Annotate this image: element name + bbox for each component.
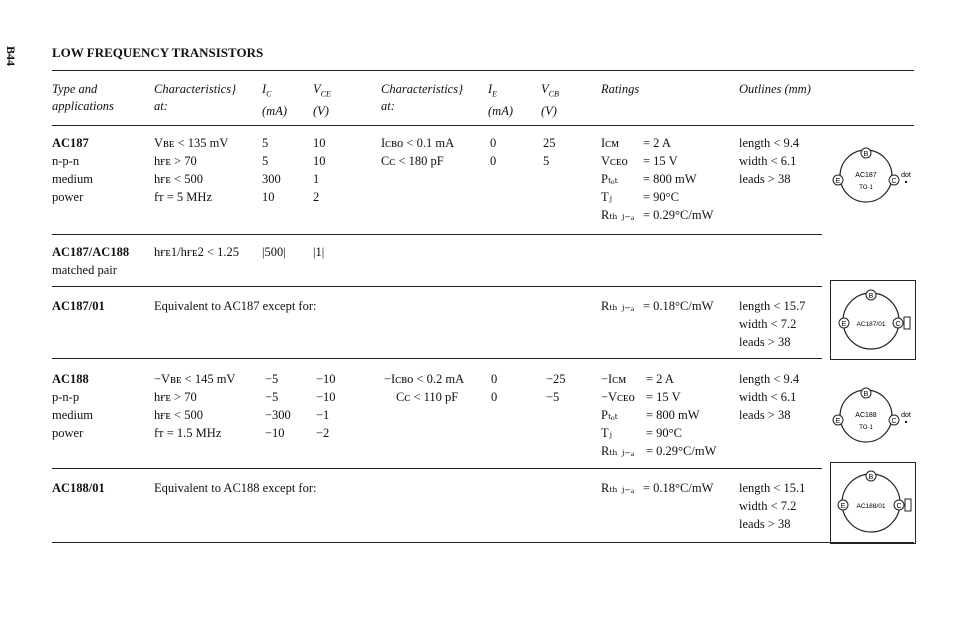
vce-value: 2 xyxy=(313,190,320,204)
header-ratings: Ratings xyxy=(601,82,640,96)
vce-value: |1| xyxy=(313,245,325,259)
rating-name: Rₜₕ ⱼ₋ₐ xyxy=(601,481,635,495)
svg-text:E: E xyxy=(835,418,841,425)
header-outlines: Outlines (mm) xyxy=(739,82,811,96)
rating-name: −Iᴄᴍ xyxy=(601,372,627,386)
app-line: medium xyxy=(52,408,93,422)
page-title: LOW FREQUENCY TRANSISTORS xyxy=(52,45,264,60)
char2-line: −Iᴄʙᴏ < 0.2 mA xyxy=(384,372,465,386)
app-line: power xyxy=(52,190,84,204)
page-side-label: B44 xyxy=(4,46,18,67)
rating-value: = 800 mW xyxy=(643,172,697,186)
ic-value: 300 xyxy=(262,172,281,186)
row-rule xyxy=(52,234,822,235)
header-ic: $I_C$ (mA) xyxy=(262,82,287,118)
char1-line: hғᴇ > 70 xyxy=(154,390,197,404)
ic-value: −10 xyxy=(265,426,285,440)
char1-line: Vʙᴇ < 135 mV xyxy=(154,136,229,150)
rating-value: = 0.29°C/mW xyxy=(643,208,714,222)
svg-text:AC187: AC187 xyxy=(855,172,877,179)
char1-line: hғᴇ > 70 xyxy=(154,154,197,168)
ie-value: 0 xyxy=(490,136,497,150)
rating-value: = 90°C xyxy=(643,190,680,204)
svg-text:TO-1: TO-1 xyxy=(859,185,873,191)
rating-name: Tⱼ xyxy=(601,190,612,204)
ic-value: 5 xyxy=(262,136,269,150)
outline-box xyxy=(830,462,916,544)
type-name: AC188 xyxy=(52,372,89,386)
svg-text:E: E xyxy=(841,321,847,328)
char2-line: Cᴄ < 180 pF xyxy=(381,154,444,168)
char1-line: fᴛ = 1.5 MHz xyxy=(154,426,222,440)
to-outline-diagram xyxy=(831,463,915,543)
svg-text:dot: dot xyxy=(901,412,911,419)
rating-name: Rₜₕ ⱼ₋ₐ xyxy=(601,444,635,458)
header-type: Type and applications xyxy=(52,82,114,113)
header-vcb: $V_{CB}$ (V) xyxy=(541,82,559,118)
outline-line: length < 9.4 xyxy=(739,136,800,150)
app-line: medium xyxy=(52,172,93,186)
rating-value: = 0.18°C/mW xyxy=(643,299,714,313)
vce-value: 10 xyxy=(313,154,326,168)
char1-line: fᴛ = 5 MHz xyxy=(154,190,212,204)
svg-text:C: C xyxy=(895,321,901,328)
type-name: AC187/AC188 xyxy=(52,245,130,259)
header-rule xyxy=(52,125,914,126)
to1-outline-diagram xyxy=(826,380,918,450)
type-name: AC187/01 xyxy=(52,299,105,313)
svg-text:dot: dot xyxy=(901,172,911,179)
rating-name: Tⱼ xyxy=(601,426,612,440)
outline-line: leads > 38 xyxy=(739,335,791,349)
char2-line: Cᴄ < 110 pF xyxy=(396,390,459,404)
char1-line: −Vʙᴇ < 145 mV xyxy=(154,372,236,386)
svg-text:B: B xyxy=(868,474,874,481)
svg-text:B: B xyxy=(863,391,869,398)
outline-line: width < 6.1 xyxy=(739,390,797,404)
row-rule xyxy=(52,286,822,287)
svg-text:AC187/01: AC187/01 xyxy=(856,321,886,328)
svg-text:TO-1: TO-1 xyxy=(859,425,873,431)
svg-text:C: C xyxy=(891,418,897,425)
rating-value: = 2 A xyxy=(643,136,671,150)
vce-value: 1 xyxy=(313,172,320,186)
rating-name: Iᴄᴍ xyxy=(601,136,620,150)
vcb-value: 25 xyxy=(543,136,556,150)
rating-name: −Vᴄᴇᴏ xyxy=(601,390,635,404)
outline-line: width < 6.1 xyxy=(739,154,797,168)
rating-name: Vᴄᴇᴏ xyxy=(601,154,628,168)
rating-value: = 0.29°C/mW xyxy=(646,444,717,458)
char1-line: hғᴇ1/hғᴇ2 < 1.25 xyxy=(154,245,240,259)
rating-name: Pₜₒₜ xyxy=(601,172,618,186)
svg-text:AC188/01: AC188/01 xyxy=(856,503,886,510)
header-char2: Characteristics} at: xyxy=(381,82,464,113)
vce-value: −1 xyxy=(316,408,330,422)
char1-line: hғᴇ < 500 xyxy=(154,408,203,422)
row-rule xyxy=(52,468,822,469)
svg-text:C: C xyxy=(896,503,902,510)
svg-text:AC188: AC188 xyxy=(855,412,877,419)
vcb-value: 5 xyxy=(543,154,550,168)
rating-name: Rₜₕ ⱼ₋ₐ xyxy=(601,299,635,313)
outline-box xyxy=(830,280,916,360)
vce-value: −10 xyxy=(316,372,336,386)
ic-value: |500| xyxy=(262,245,286,259)
app-line: power xyxy=(52,426,84,440)
ic-value: 5 xyxy=(262,154,269,168)
rating-name: Rₜₕ ⱼ₋ₐ xyxy=(601,208,635,222)
char2-line: Iᴄʙᴏ < 0.1 mA xyxy=(381,136,455,150)
rating-value: = 15 V xyxy=(646,390,681,404)
app-line: p-n-p xyxy=(52,390,80,404)
outline-line: length < 15.7 xyxy=(739,299,806,313)
ic-value: −5 xyxy=(265,372,279,386)
outline-line: width < 7.2 xyxy=(739,499,797,513)
header-ie: $I_E$ (mA) xyxy=(488,82,513,118)
ie-value: 0 xyxy=(491,390,498,404)
type-name: AC187 xyxy=(52,136,89,150)
vcb-value: −25 xyxy=(546,372,566,386)
vce-value: 10 xyxy=(313,136,326,150)
ic-value: 10 xyxy=(262,190,275,204)
type-name: AC188/01 xyxy=(52,481,105,495)
char1-line: hғᴇ < 500 xyxy=(154,172,203,186)
header-char1: Characteristics} at: xyxy=(154,82,237,113)
app-line: n-p-n xyxy=(52,154,80,168)
to-outline-diagram xyxy=(831,281,915,359)
rating-name: Pₜₒₜ xyxy=(601,408,618,422)
vce-value: −2 xyxy=(316,426,330,440)
ie-value: 0 xyxy=(490,154,497,168)
outline-line: length < 15.1 xyxy=(739,481,806,495)
bottom-rule xyxy=(52,542,914,543)
rating-value: = 800 mW xyxy=(646,408,700,422)
ic-value: −300 xyxy=(265,408,291,422)
svg-text:B: B xyxy=(863,151,869,158)
to1-outline-diagram xyxy=(826,140,918,210)
outline-line: width < 7.2 xyxy=(739,317,797,331)
equivalent-text: Equivalent to AC188 except for: xyxy=(154,481,317,495)
rating-value: = 2 A xyxy=(646,372,674,386)
vcb-value: −5 xyxy=(546,390,560,404)
outline-line: leads > 38 xyxy=(739,172,791,186)
outline-line: leads > 38 xyxy=(739,408,791,422)
rating-value: = 90°C xyxy=(646,426,683,440)
svg-text:E: E xyxy=(835,178,841,185)
rating-value: = 15 V xyxy=(643,154,678,168)
vce-value: −10 xyxy=(316,390,336,404)
svg-text:C: C xyxy=(891,178,897,185)
svg-text:E: E xyxy=(840,503,846,510)
equivalent-text: Equivalent to AC187 except for: xyxy=(154,299,317,313)
row-rule xyxy=(52,358,822,359)
ic-value: −5 xyxy=(265,390,279,404)
top-rule xyxy=(52,70,914,71)
app-line: matched pair xyxy=(52,263,117,277)
svg-text:B: B xyxy=(868,293,874,300)
header-vce: $V_{CE}$ (V) xyxy=(313,82,331,118)
outline-line: length < 9.4 xyxy=(739,372,800,386)
outline-line: leads > 38 xyxy=(739,517,791,531)
rating-value: = 0.18°C/mW xyxy=(643,481,714,495)
ie-value: 0 xyxy=(491,372,498,386)
